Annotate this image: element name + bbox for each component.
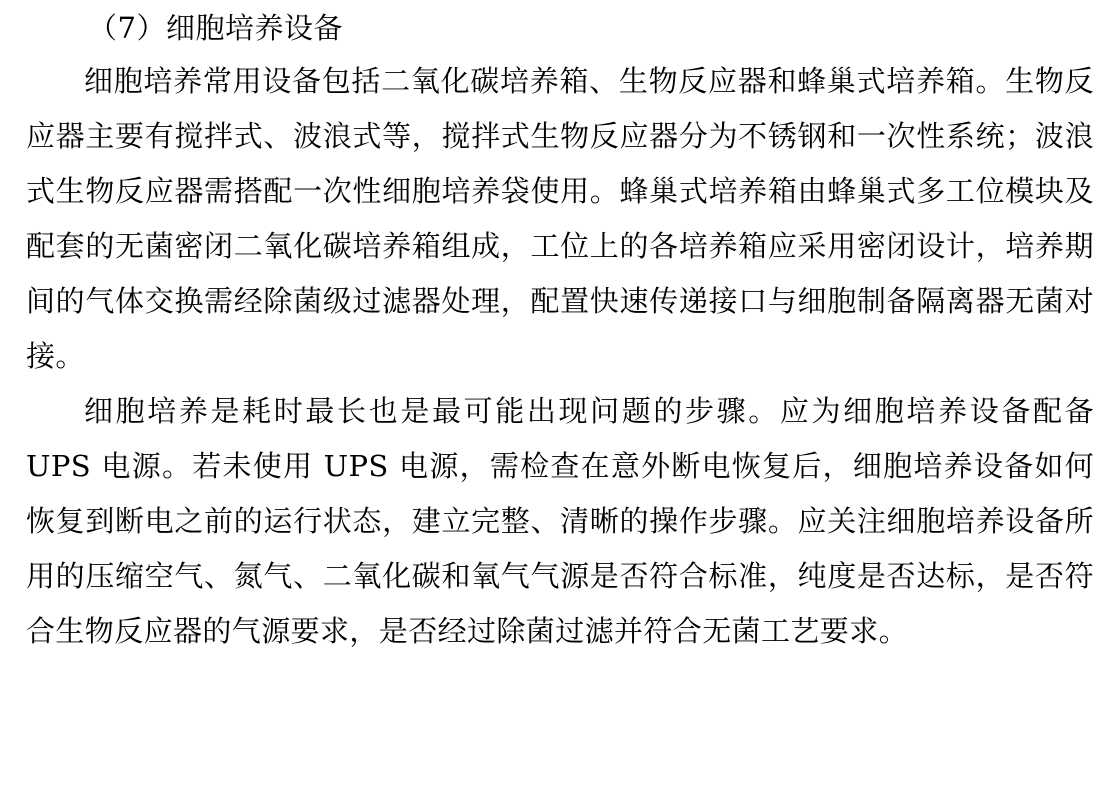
section-heading: （7）细胞培养设备 — [88, 11, 343, 45]
body-paragraph-1: 细胞培养常用设备包括二氧化碳培养箱、生物反应器和蜂巢式培养箱。生物反应器主要有搅拌式、波浪式等，搅拌式生物反应器分为不锈钢和一次性系统；波浪式生物反应器需搭配一次性细胞培养袋使用。蜂巢式培养箱由蜂巢式多工位模块及配套的无菌密闭二氧化碳培养箱组成，工位上的各培养箱应采用密闭设计，培养期间的气体交换需经除菌级过滤器处理，配置快速传递接口与细胞制备隔离器无菌对接。 — [26, 64, 1094, 373]
body-paragraph-2: 细胞培养是耗时最长也是最可能出现问题的步骤。应为细胞培养设备配备 UPS 电源。若未使用 UPS 电源，需检查在意外断电恢复后，细胞培养设备如何恢复到断电之前的运行状态，建立完整、清晰的操作步骤。应关注细胞培养设备所用的压缩空气、氮气、二氧化碳和氧气气源是否符合标准，纯度是否达标，是否符合生物反应器的气源要求，是否经过除菌过滤并符合无菌工艺要求。 — [26, 394, 1094, 648]
